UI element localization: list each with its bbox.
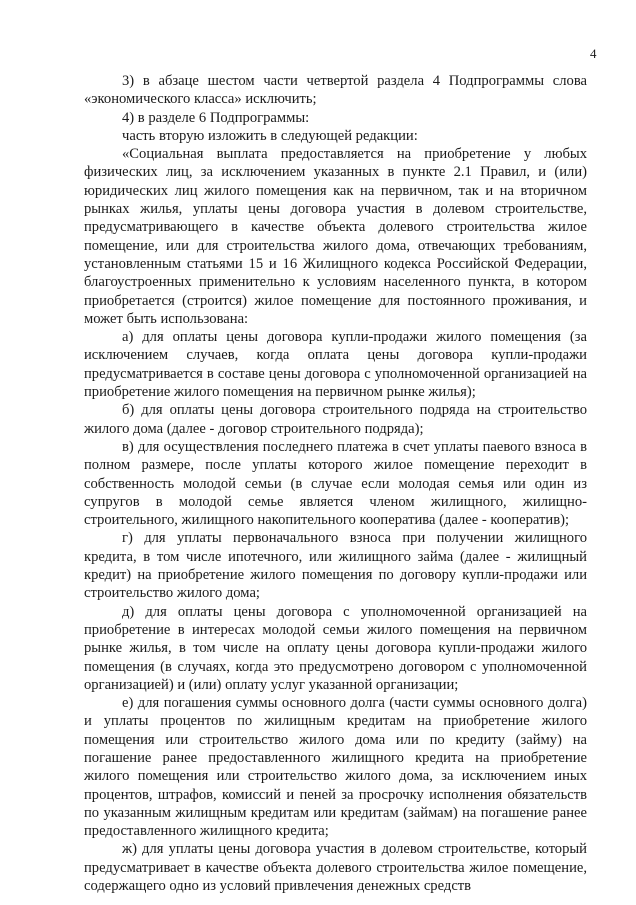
page-number: 4 xyxy=(590,46,597,61)
paragraph-social-payment: «Социальная выплата предоставляется на приобретение у любых физических лиц, за исключением указанных в пункте 2.1 Правил, и (или) юридических лиц жилого помещения как на первичном, так и на вторичном рынках жилья, уплаты цены договора участия в долевом строительстве, предусматривающего в качестве объекта долевого строительства жилое помещение, или для строительства жилого дома, отвечающих требованиям, установленным статьями 15 и 16 Жилищного кодекса Российской Федерации, благоустроенных применительно к условиям населенного пункта, в котором приобретается (строится) жилое помещение для постоянного проживания, и может быть использована: xyxy=(84,146,587,327)
paragraph-intro-part-two: часть вторую изложить в следующей редакции: xyxy=(122,127,418,144)
list-item-zh: ж) для уплаты цены договора участия в долевом строительстве, который предусматривает в качестве объекта долевого строительства жилое помещение, содержащего одно из условий привлечения денежных средств xyxy=(84,841,587,895)
document-body xyxy=(84,72,587,895)
paragraph-item-3: 3) в абзаце шестом части четвертой раздела 4 Подпрограммы слова «экономического класса» исключить; xyxy=(84,73,587,108)
list-item-d: д) для оплаты цены договора с уполномоченной организацией на приобретение в интересах молодой семьи жилого помещения на первичном рынке жилья, в том числе на оплату цены договора купли-продажи жилого помещения (в случаях, когда это предусмотрено договором с уполномоченной организацией) и (или) оплату услуг указанной организации; xyxy=(84,603,587,693)
list-item-e: е) для погашения суммы основного долга (части суммы основного долга) и уплаты процентов по жилищным кредитам на приобретение жилого помещения или строительство жилого дома или по кредиту (займу) на погашение ранее предоставленного жилищного кредита на приобретение жилого помещения или строительство жилого дома, за исключением иных процентов, штрафов, комиссий и пеней за просрочку исполнения обязательств по указанным жилищным кредитам или кредитам (займам) на погашение ранее предоставленного жилищного кредита; xyxy=(84,695,587,840)
list-item-v: в) для осуществления последнего платежа в счет уплаты паевого взноса в полном размере, после уплаты которого жилое помещение переходит в собственность молодой семьи (в случае если молодая семья или один из супругов в молодой семье является членом жилищного, жилищно-строительного, жилищного накопительного кооператива (далее - кооператив); xyxy=(84,438,587,529)
list-item-g: г) для уплаты первоначального взноса при получении жилищного кредита, в том числе ипотечного, или жилищного займа (далее - жилищный кредит) на приобретение жилого помещения по договору купли-продажи или строительство жилого дома; xyxy=(84,530,587,602)
list-item-b: б) для оплаты цены договора строительного подряда на строительство жилого дома (далее - договор строительного подряда); xyxy=(84,402,587,437)
list-item-a: а) для оплаты цены договора купли-продажи жилого помещения (за исключением случаев, когда оплата цены договора купли-продажи предусматривается в составе цены договора с уполномоченной организацией на приобретение жилого помещения на первичном рынке жилья); xyxy=(84,329,587,401)
paragraph-item-4: 4) в разделе 6 Подпрограммы: xyxy=(122,109,310,126)
